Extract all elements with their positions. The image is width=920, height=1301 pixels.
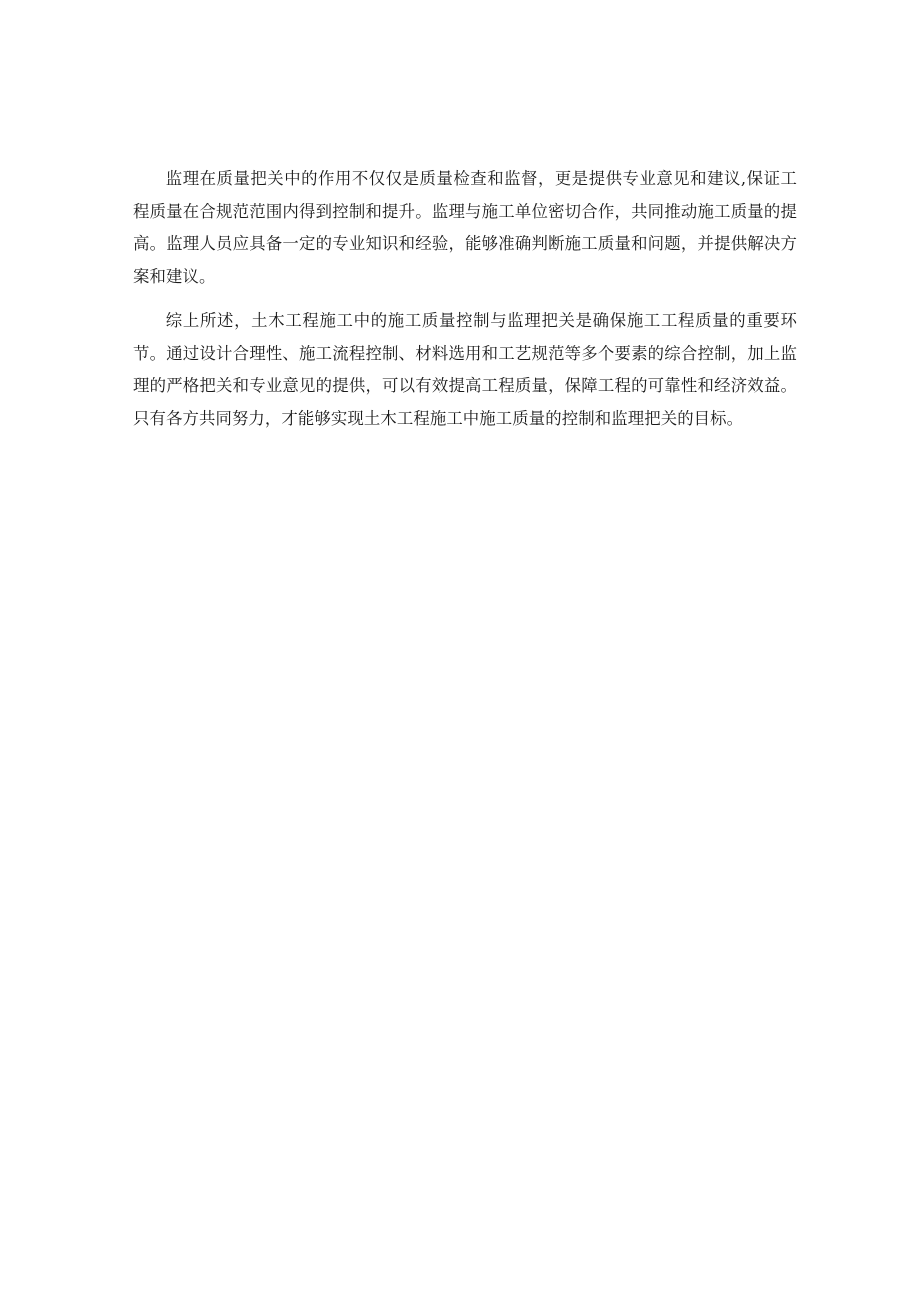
paragraph-supervision-role: 监理在质量把关中的作用不仅仅是质量检查和监督，更是提供专业意见和建议,保证工程质量在合规范范围内得到控制和提升。监理与施工单位密切合作，共同推动施工质量的提高。监理人员应具备一定的专业知识和经验，能够准确判断施工质量和问题，并提供解决方案和建议。: [133, 169, 797, 286]
paragraph-conclusion: 综上所述，土木工程施工中的施工质量控制与监理把关是确保施工工程质量的重要环节。通过设计合理性、施工流程控制、材料选用和工艺规范等多个要素的综合控制，加上监理的严格把关和专业意见的提供，可以有效提高工程质量，保障工程的可靠性和经济效益。只有各方共同努力，才能够实现土木工程施工中施工质量的控制和监理把关的目标。: [133, 311, 797, 428]
document-body: [133, 163, 797, 447]
